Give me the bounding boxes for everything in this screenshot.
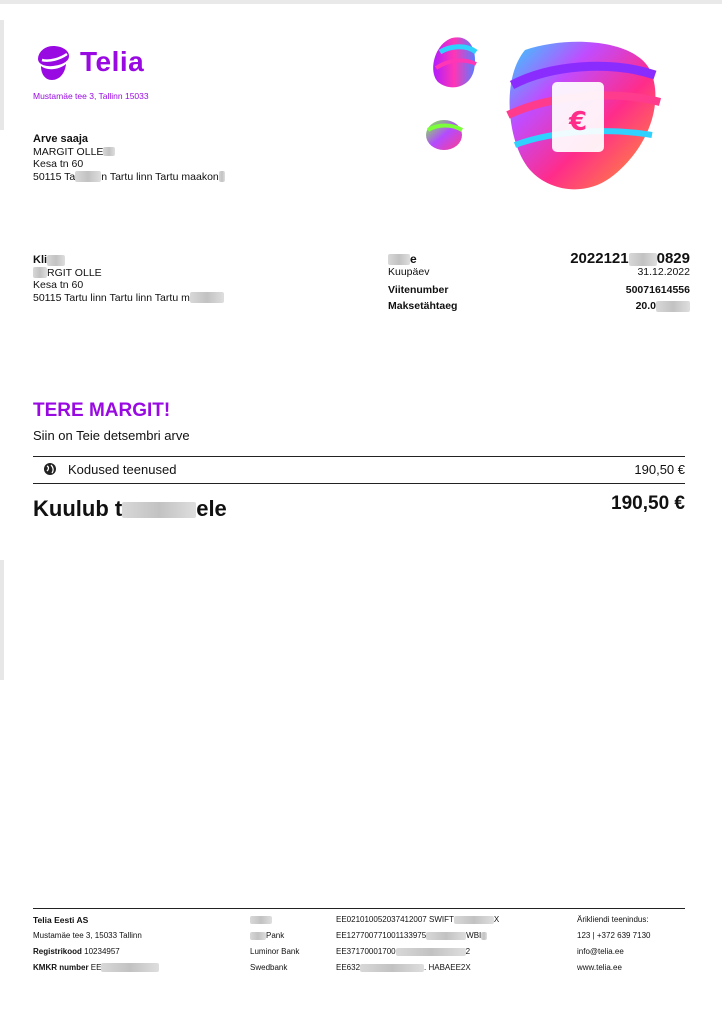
footer-bank-4: Swedbank bbox=[250, 963, 288, 972]
divider bbox=[33, 456, 685, 457]
footer-bank-3: Luminor Bank bbox=[250, 947, 300, 956]
due-date-label: Maksetähtaeg bbox=[388, 300, 458, 312]
svg-text:€: € bbox=[568, 107, 588, 137]
scan-edge bbox=[0, 560, 4, 680]
top-edge bbox=[0, 0, 722, 4]
client-street: Kesa tn 60 bbox=[33, 279, 84, 291]
recipient-heading: Arve saaja bbox=[33, 133, 89, 145]
footer-address: Mustamäe tee 3, 15033 Tallinn bbox=[33, 931, 142, 940]
footer-iban-2: EE127700771001133975 WBI bbox=[336, 928, 566, 944]
invoice-meta bbox=[388, 250, 690, 316]
footer-iban-1: EE021010052037412007 SWIFT X bbox=[336, 915, 500, 924]
reference-label: Viitenumber bbox=[388, 284, 449, 296]
reference-value: 50071614556 bbox=[625, 284, 690, 296]
globe-icon bbox=[43, 462, 57, 476]
invoice-date-label: Kuupäev bbox=[388, 266, 430, 278]
footer-contact-heading: Ärikliendi teenindus: bbox=[577, 915, 649, 924]
total-label: Kuulub t ele bbox=[33, 496, 227, 521]
footer-bank-2: Pank bbox=[250, 928, 330, 944]
invoice-number-row bbox=[388, 250, 690, 266]
service-amount: 190,50 € bbox=[634, 462, 685, 477]
due-date-value: 20.0 bbox=[635, 300, 656, 312]
footer-website: www.telia.ee bbox=[577, 963, 622, 972]
scan-edge bbox=[0, 20, 4, 130]
due-date-row bbox=[388, 300, 690, 316]
recipient-city: 50115 Ta n Tartu linn Tartu maakon bbox=[33, 171, 293, 184]
invoice-number-a: 2022121 bbox=[570, 250, 629, 267]
invoice-number-label: e bbox=[410, 252, 417, 266]
client-heading: Kli bbox=[33, 254, 293, 267]
client-name: RGIT OLLE bbox=[33, 267, 293, 280]
invoice-date-row bbox=[388, 266, 690, 284]
service-label: Kodused teenused bbox=[68, 462, 177, 477]
reference-row bbox=[388, 284, 690, 300]
invoice-date-value: 31.12.2022 bbox=[637, 266, 690, 278]
telia-logo-icon bbox=[33, 42, 73, 82]
recipient-name: MARGIT OLLE bbox=[33, 146, 293, 159]
footer-bank-1 bbox=[250, 912, 330, 928]
footer-iban-3: EE37170001700 2 bbox=[336, 947, 471, 956]
footer-company bbox=[33, 912, 233, 976]
brand-address: Mustamäe tee 3, Tallinn 15033 bbox=[33, 91, 149, 101]
footer-reg: Registrikood 10234957 bbox=[33, 947, 120, 956]
footer-kmkr: KMKR number EE bbox=[33, 960, 233, 976]
greeting-subtitle: Siin on Teie detsembri arve bbox=[33, 428, 190, 443]
total-amount: 190,50 € bbox=[611, 493, 685, 514]
footer-company-name: Telia Eesti AS bbox=[33, 915, 89, 925]
footer-phone: 123 | +372 639 7130 bbox=[577, 931, 651, 940]
decorative-artwork bbox=[420, 30, 690, 200]
footer-banks bbox=[250, 912, 330, 976]
greeting-title: TERE MARGIT! bbox=[33, 400, 171, 421]
client-block bbox=[33, 254, 293, 304]
footer-contact bbox=[577, 912, 687, 976]
footer-divider bbox=[33, 908, 685, 909]
client-city: 50115 Tartu linn Tartu linn Tartu m bbox=[33, 292, 293, 305]
divider bbox=[33, 483, 685, 484]
footer-ibans bbox=[336, 912, 566, 976]
brand-name: Telia bbox=[80, 46, 145, 77]
recipient-block bbox=[33, 133, 293, 183]
footer-iban-4: EE632 . HABAEE2X bbox=[336, 963, 471, 972]
invoice-number-b: 0829 bbox=[656, 250, 690, 267]
footer-email: info@telia.ee bbox=[577, 947, 624, 956]
recipient-street: Kesa tn 60 bbox=[33, 158, 84, 170]
